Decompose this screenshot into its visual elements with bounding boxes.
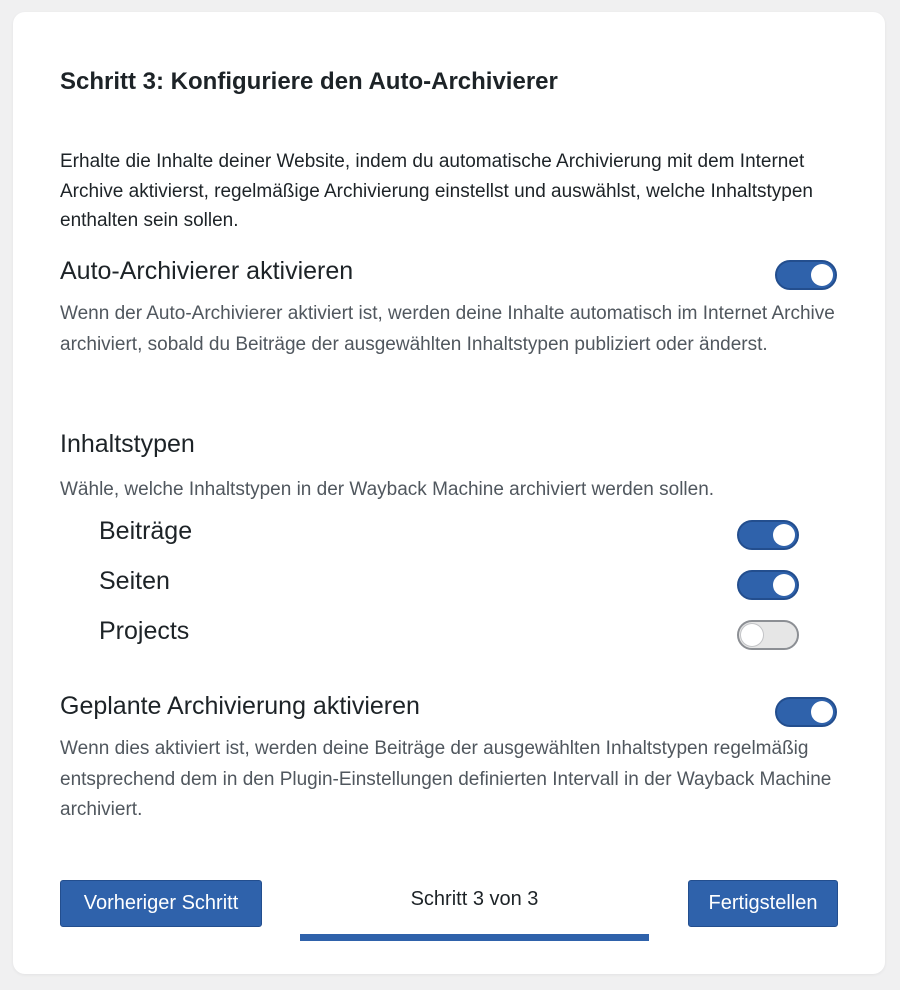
toggle-knob [811, 264, 833, 286]
step-indicator: Schritt 3 von 3 [410, 888, 539, 910]
content-type-label-posts: Beiträge [99, 517, 193, 545]
scheduled-archiving-label: Geplante Archivierung aktivieren [60, 692, 420, 720]
content-type-label-pages: Seiten [99, 567, 170, 595]
auto-archiver-description: Wenn der Auto-Archivierer aktiviert ist, werden deine Inhalte automatisch im Internet Archive archiviert, sobald du Beiträge der ausgewählten Inhaltstypen publiziert oder änderst. [60, 303, 835, 355]
content-types-heading: Inhaltstypen [60, 430, 195, 458]
content-type-toggle-posts[interactable] [737, 520, 799, 550]
content-type-toggle-pages[interactable] [737, 570, 799, 600]
finish-button[interactable]: Fertigstellen [688, 880, 838, 927]
toggle-knob [773, 524, 795, 546]
auto-archiver-toggle[interactable] [775, 260, 837, 290]
toggle-knob [811, 701, 833, 723]
page-title: Schritt 3: Konfiguriere den Auto-Archivierer [60, 68, 558, 95]
progress-bar [300, 934, 649, 941]
content-type-label-projects: Projects [99, 617, 190, 645]
auto-archiver-label: Auto-Archivierer aktivieren [60, 257, 354, 285]
scheduled-archiving-description: Wenn dies aktiviert ist, werden deine Beiträge der ausgewählten Inhaltstypen regelmäßig entsprechend dem in den Plugin-Einstellungen definierten Intervall in der Wayback Machine archiviert. [60, 738, 832, 820]
toggle-knob [773, 574, 795, 596]
scheduled-archiving-toggle[interactable] [775, 697, 837, 727]
progress-bar-fill [300, 934, 649, 941]
previous-step-button[interactable]: Vorheriger Schritt [60, 880, 262, 927]
content-type-toggle-projects[interactable] [737, 620, 799, 650]
intro-text: Erhalte die Inhalte deiner Website, indem du automatische Archivierung mit dem Internet Archive aktivierst, regelmäßige Archivierung einstellst und auswählst, welche Inhaltstypen enthalten sein sollen. [60, 151, 813, 231]
content-types-description: Wähle, welche Inhaltstypen in der Wayback Machine archiviert werden sollen. [60, 479, 715, 500]
wizard-card [13, 12, 885, 974]
toggle-knob [741, 624, 763, 646]
